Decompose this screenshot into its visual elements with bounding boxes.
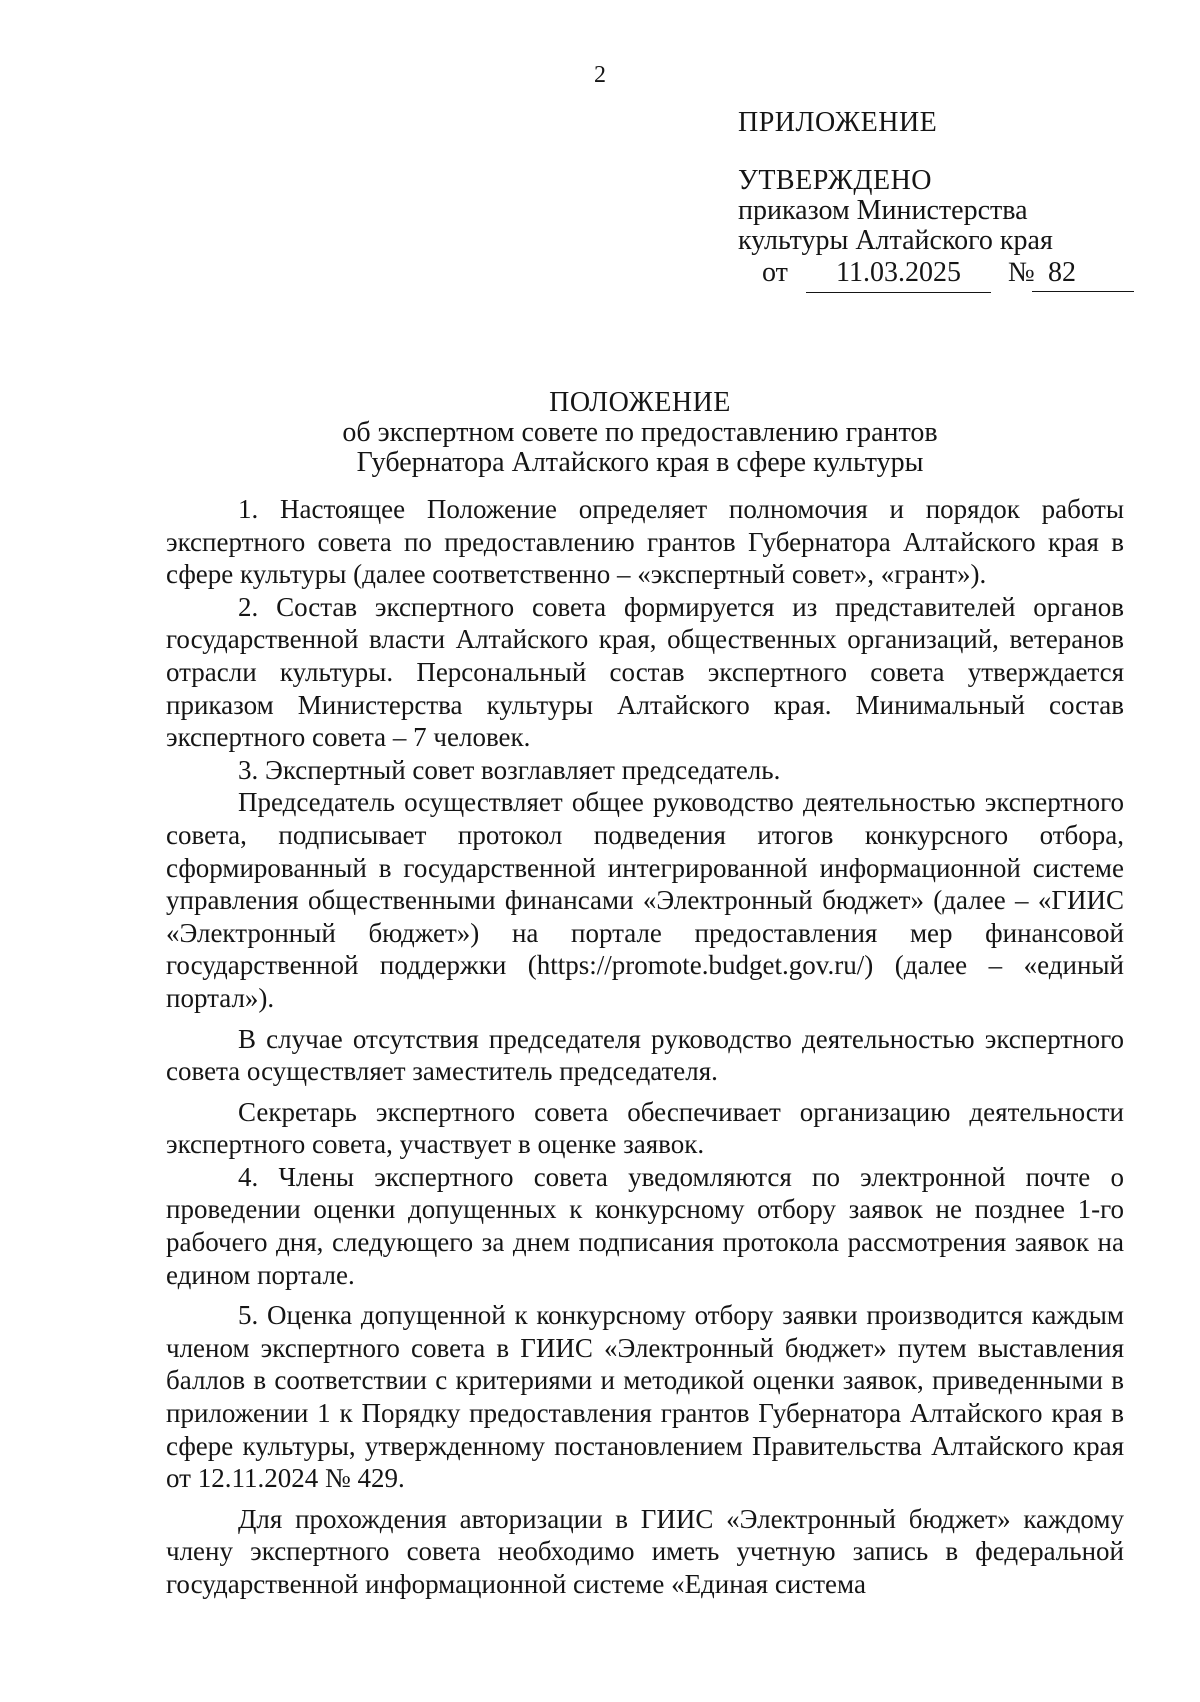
approval-stamp bbox=[738, 107, 1076, 292]
title-main: ПОЛОЖЕНИЕ bbox=[549, 387, 731, 418]
order-number: 82 bbox=[1032, 258, 1134, 292]
approval-line-2: культуры Алтайского края bbox=[738, 225, 1053, 256]
from-label: от bbox=[762, 257, 788, 288]
approved-heading: УТВЕРЖДЕНО bbox=[738, 165, 933, 196]
paragraph-3: 3. Экспертный совет возглавляет председатель. bbox=[238, 754, 781, 785]
paragraph-4: 4. Члены экспертного совета уведомляются по электронной почте о проведении оценки допущенных к конкурсному отбору заявок не позднее 1-го рабочего дня, следующего за днем подписания протокола рассмотрения заявок на едином портале. bbox=[166, 1161, 1124, 1290]
paragraph-secretary: Секретарь экспертного совета обеспечивает организацию деятельности экспертного совета, участвует в оценке заявок. bbox=[166, 1096, 1124, 1160]
document-title bbox=[150, 388, 1130, 478]
paragraph-1: 1. Настоящее Положение определяет полномочия и порядок работы экспертного совета по предоставлению грантов Губернатора Алтайского края в сфере культуры (далее соответственно – «экспертный совет», «грант»). bbox=[166, 494, 1124, 590]
document-body bbox=[166, 493, 1124, 1601]
page-number: 2 bbox=[594, 62, 606, 88]
title-subtitle-1: об экспертном совете по предоставлению грантов bbox=[342, 417, 938, 448]
paragraph-authorization: Для прохождения авторизации в ГИИС «Электронный бюджет» каждому члену экспертного совета необходимо иметь учетную запись в федеральной государственной информационной системе «Единая система bbox=[166, 1503, 1124, 1599]
title-subtitle-2: Губернатора Алтайского края в сфере культуры bbox=[356, 447, 924, 478]
approval-line-1: приказом Министерства bbox=[738, 195, 1028, 226]
appendix-heading: ПРИЛОЖЕНИЕ bbox=[738, 107, 938, 138]
paragraph-2: 2. Состав экспертного совета формируется из представителей органов государственной власти Алтайского края, общественных организаций, ветеранов отрасли культуры. Персональный состав экспертного совета утверждается приказом Министерства культуры Алтайского края. Минимальный состав экспертного совета – 7 человек. bbox=[166, 591, 1124, 753]
number-label: № bbox=[1008, 257, 1035, 288]
paragraph-5: 5. Оценка допущенной к конкурсному отбору заявки производится каждым членом экспертного совета в ГИИС «Электронный бюджет» путем выставления баллов в соответствии с критериями и методикой оценки заявок, приведенными в приложении 1 к Порядку предоставления грантов Губернатора Алтайского края в сфере культуры, утвержденному постановлением Правительства Алтайского края от 12.11.2024 № 429. bbox=[166, 1300, 1124, 1494]
approval-date-row bbox=[738, 257, 1076, 292]
order-date: 11.03.2025 bbox=[806, 258, 991, 293]
paragraph-deputy: В случае отсутствия председателя руководство деятельностью экспертного совета осуществляет заместитель председателя. bbox=[166, 1023, 1124, 1087]
paragraph-chairman: Председатель осуществляет общее руководство деятельностью экспертного совета, подписывает протокол подведения итогов конкурсного отбора, сформированный в государственной интегрированной информационной системе управления общественными финансами «Электронный бюджет» (далее – «ГИИС «Электронный бюджет») на портале предоставления мер финансовой государственной поддержки (https://promote.budget.gov.ru/) (далее – «единый портал»). bbox=[166, 787, 1124, 1013]
